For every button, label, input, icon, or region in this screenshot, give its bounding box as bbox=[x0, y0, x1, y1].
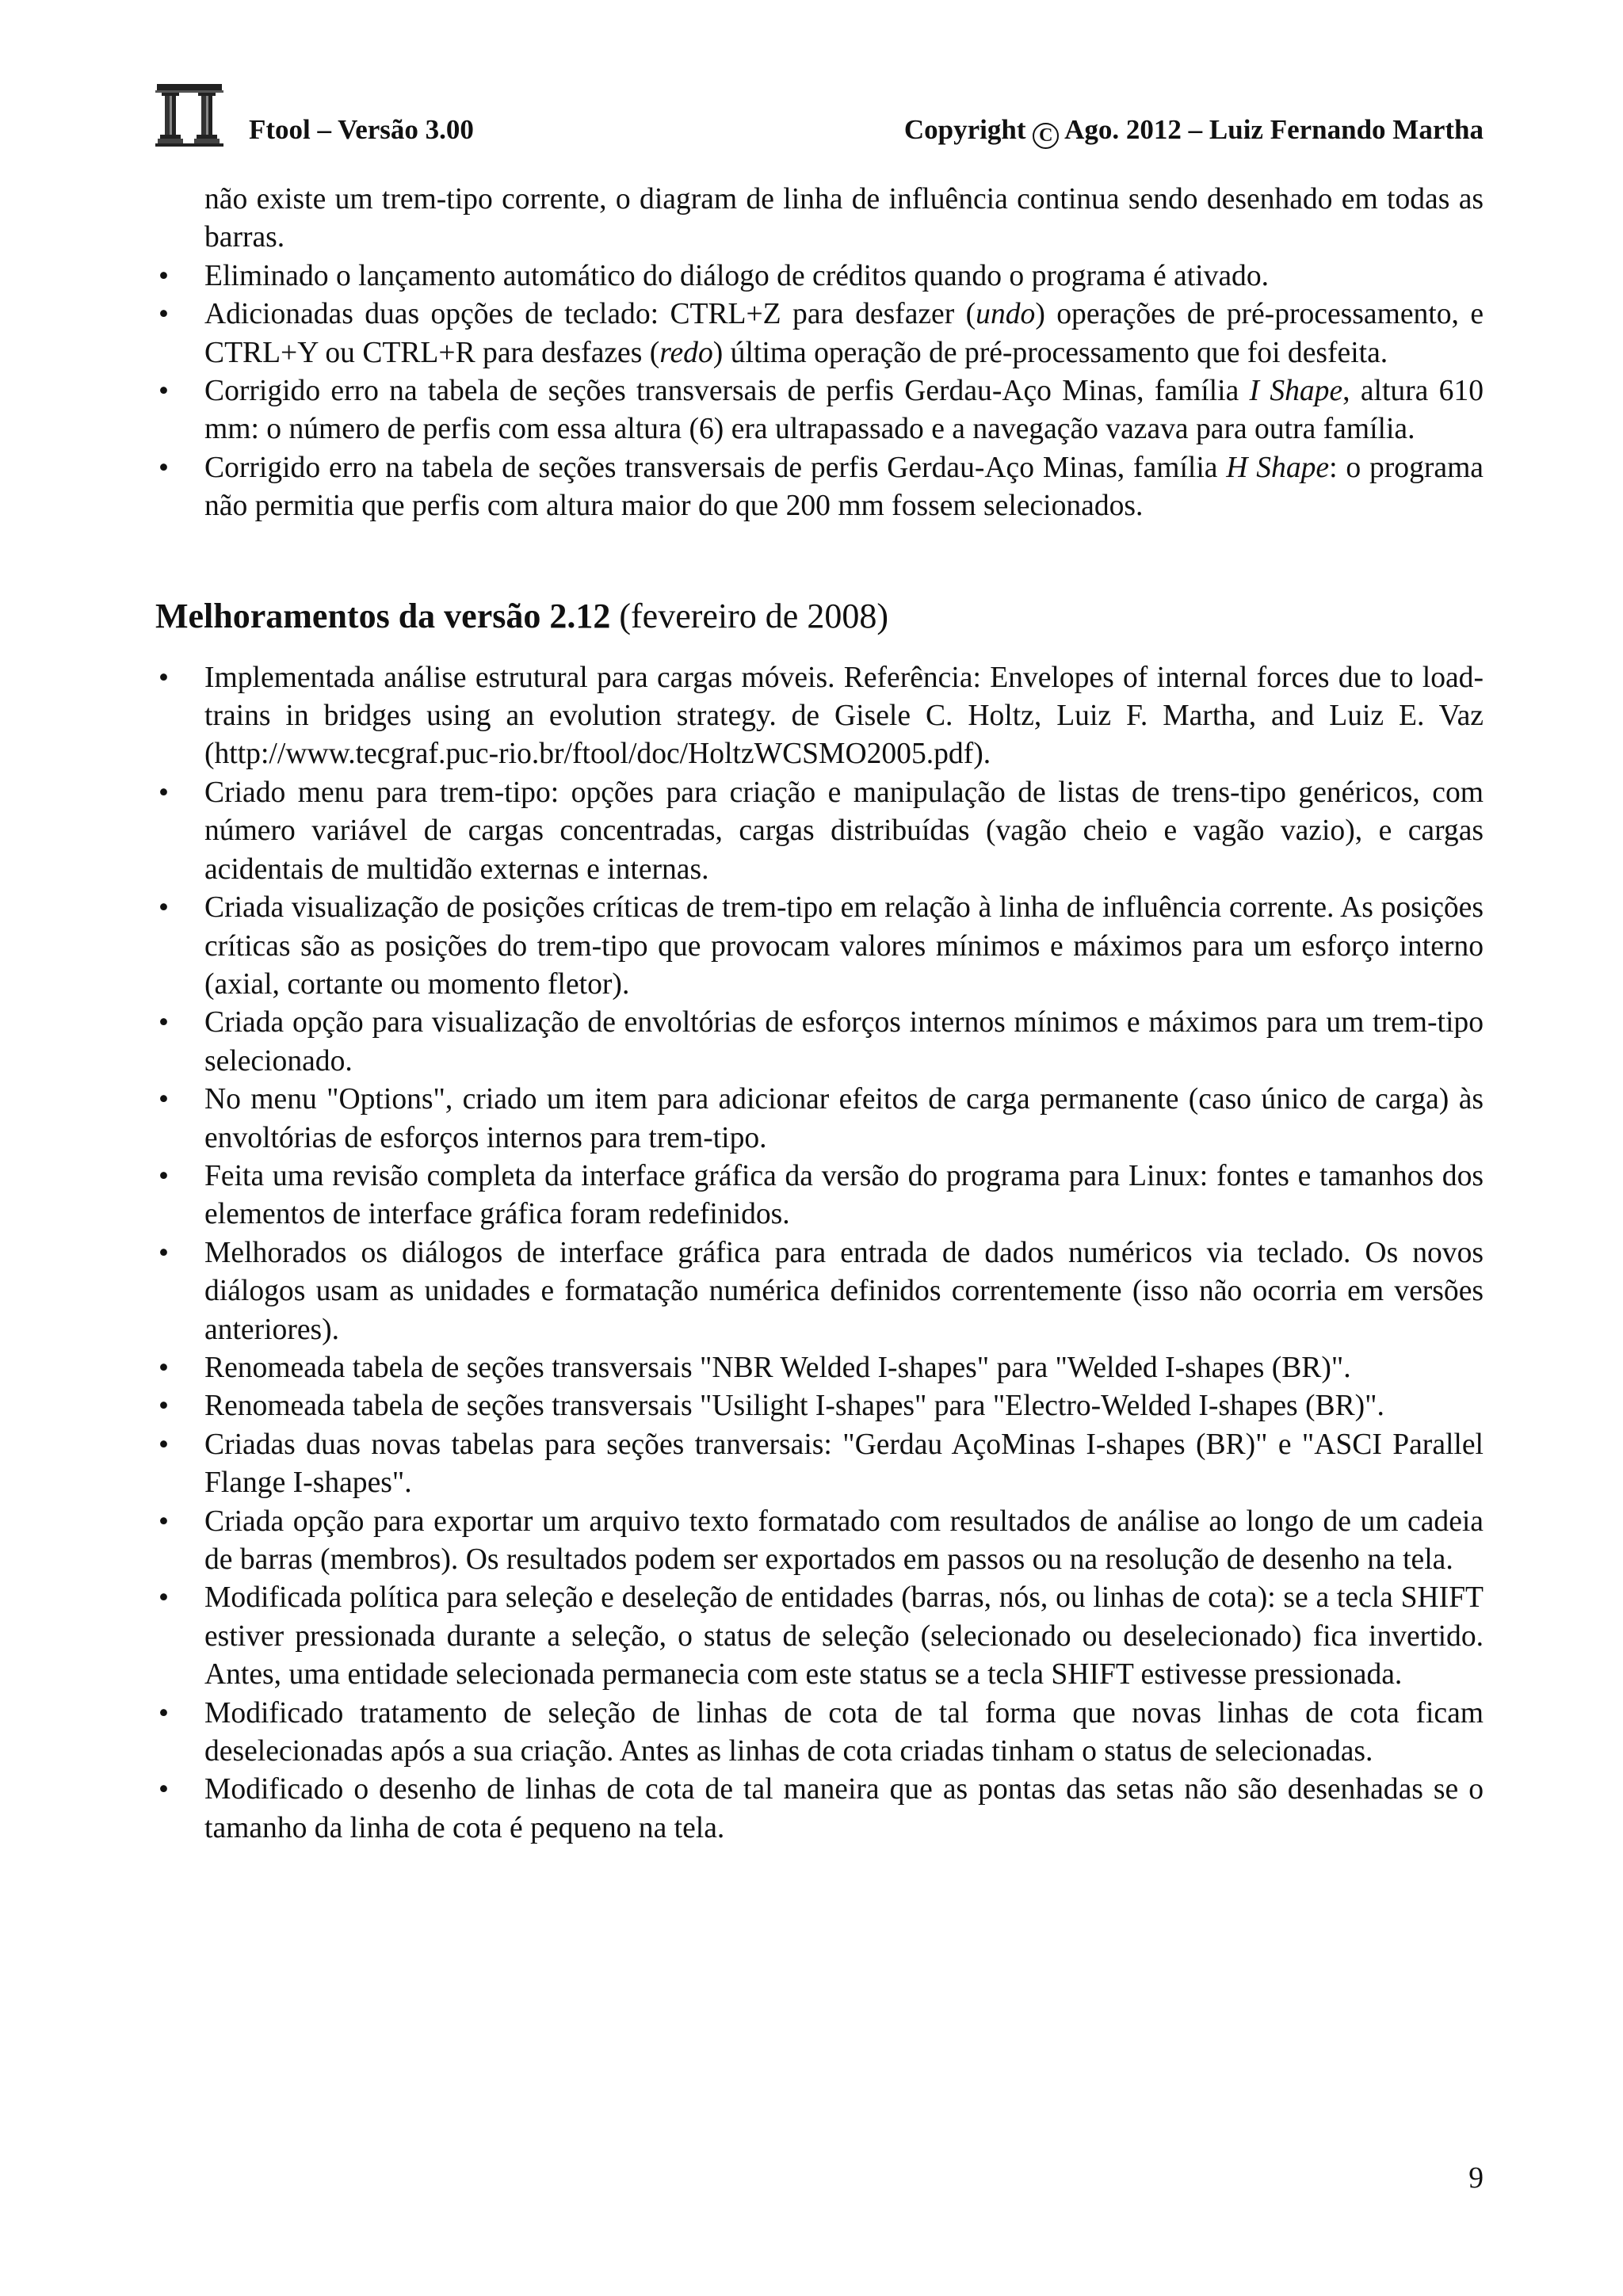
section-bullet-list bbox=[155, 659, 1484, 1848]
list-item-text: ) última operação de pré-processamento que foi desfeita. bbox=[712, 336, 1388, 369]
list-item: • No menu "Options", criado um item para adicionar efeitos de carga permanente (caso único de carga) às envoltórias de esforços internos para trem-tipo. bbox=[155, 1081, 1484, 1158]
list-item bbox=[155, 372, 1484, 449]
list-item: • Renomeada tabela de seções transversais "NBR Welded I-shapes" para "Welded I-shapes (BR)". bbox=[155, 1349, 1484, 1387]
list-item-text: : o programa não permitia que perfis com altura maior do que 200 mm fossem selecionados. bbox=[204, 451, 1484, 523]
list-item bbox=[155, 257, 1484, 296]
list-item: • Modificado o desenho de linhas de cota de tal maneira que as pontas das setas não são desenhadas se o tamanho da linha de cota é pequeno na tela. bbox=[155, 1771, 1484, 1848]
section-heading-bold: Melhoramentos da versão 2.12 bbox=[155, 596, 611, 635]
page-content bbox=[155, 181, 1484, 1848]
list-item-italic: I Shape bbox=[1249, 375, 1343, 408]
list-item: • Criada visualização de posições críticas de trem-tipo em relação à linha de influência corrente. As posições críticas são as posições do trem-tipo que provocam valores mínimos e máximos para um esforço interno (axial, cortante ou momento fletor). bbox=[155, 889, 1484, 1004]
list-item-text: Adicionadas duas opções de teclado: CTRL+Z para desfazer ( bbox=[204, 298, 976, 331]
section-heading bbox=[155, 594, 1484, 639]
list-item-text: Corrigido erro na tabela de seções transversais de perfis Gerdau-Aço Minas, família bbox=[204, 451, 1227, 484]
list-item: • Modificada política para seleção e deseleção de entidades (barras, nós, ou linhas de cota): se a tecla SHIFT estiver pressionada durante a seleção, o status de seleção (selecionado ou deselecionado) fica invertido. Antes, uma entidade selecionada permanecia com este status se a tecla SHIFT estivesse pressionada. bbox=[155, 1579, 1484, 1694]
copyright-suffix: Ago. 2012 – Luiz Fernando Martha bbox=[1064, 114, 1484, 145]
copyright-prefix: Copyright bbox=[903, 114, 1026, 145]
continued-paragraph: não existe um trem-tipo corrente, o diagram de linha de influência continua sendo desenhado em todas as barras. bbox=[204, 183, 1484, 254]
list-item: • Criado menu para trem-tipo: opções para criação e manipulação de listas de trens-tipo genéricos, com número variável de cargas concentradas, cargas distribuídas (vagão cheio e vagão vazio), e cargas acidentais de multidão externas e internas. bbox=[155, 774, 1484, 889]
list-item-text: Eliminado o lançamento automático do diálogo de créditos quando o programa é ativado. bbox=[204, 259, 1270, 292]
list-item: • Melhorados os diálogos de interface gráfica para entrada de dados numéricos via teclado. Os novos diálogos usam as unidades e formatação numérica definidos correntemente (isso não ocorria em versões anteriores). bbox=[155, 1234, 1484, 1349]
list-item-italic: H Shape bbox=[1226, 451, 1330, 484]
pillars-logo-icon bbox=[155, 82, 223, 147]
page-header bbox=[155, 79, 1484, 151]
list-item-italic: undo bbox=[976, 298, 1036, 331]
list-item: • Renomeada tabela de seções transversais "Usilight I-shapes" para "Electro-Welded I-shapes (BR)". bbox=[155, 1387, 1484, 1425]
list-item: • Criadas duas novas tabelas para seções tranversais: "Gerdau AçoMinas I-shapes (BR)" e "ASCI Parallel Flange I-shapes". bbox=[155, 1426, 1484, 1503]
top-bullet-list bbox=[155, 257, 1484, 526]
list-item-text: Corrigido erro na tabela de seções transversais de perfis Gerdau-Aço Minas, família bbox=[204, 375, 1250, 408]
list-item: • Criada opção para exportar um arquivo texto formatado com resultados de análise ao longo de um cadeia de barras (membros). Os resultados podem ser exportados em passos ou na resolução de desenho na tela. bbox=[155, 1503, 1484, 1580]
list-item bbox=[155, 296, 1484, 372]
list-item: • Implementada análise estrutural para cargas móveis. Referência: Envelopes of internal forces due to load-trains in bridges using an evolution strategy. de Gisele C. Holtz, Luiz F. Martha, and Luiz E. Vaz (http://www.tecgraf.puc-rio.br/ftool/doc/HoltzWCSMO2005.pdf). bbox=[155, 659, 1484, 774]
list-item-text: ) operações de pré-processamento, e CTRL+Y ou CTRL+R para desfazes ( bbox=[204, 298, 1484, 369]
list-item-text: , altura 610 mm: o número de perfis com essa altura (6) era ultrapassado e a navegação vazava para outra família. bbox=[204, 375, 1484, 446]
header-copyright bbox=[904, 114, 1484, 149]
list-item: • Feita uma revisão completa da interface gráfica da versão do programa para Linux: fontes e tamanhos dos elementos de interface gráfica foram redefinidos. bbox=[155, 1158, 1484, 1234]
list-item bbox=[155, 449, 1484, 526]
page-number: 9 bbox=[1468, 2162, 1484, 2195]
list-item: • Criada opção para visualização de envoltórias de esforços internos mínimos e máximos para um trem-tipo selecionado. bbox=[155, 1004, 1484, 1081]
header-title: Ftool – Versão 3.00 bbox=[249, 114, 474, 145]
copyright-icon: C bbox=[1033, 123, 1059, 149]
section-heading-date: (fevereiro de 2008) bbox=[610, 596, 888, 635]
list-item: • Modificado tratamento de seleção de linhas de cota de tal forma que novas linhas de cota ficam deselecionadas após a sua criação. Antes as linhas de cota criadas tinham o status de selecionadas. bbox=[155, 1695, 1484, 1772]
list-item-italic: redo bbox=[659, 336, 713, 369]
